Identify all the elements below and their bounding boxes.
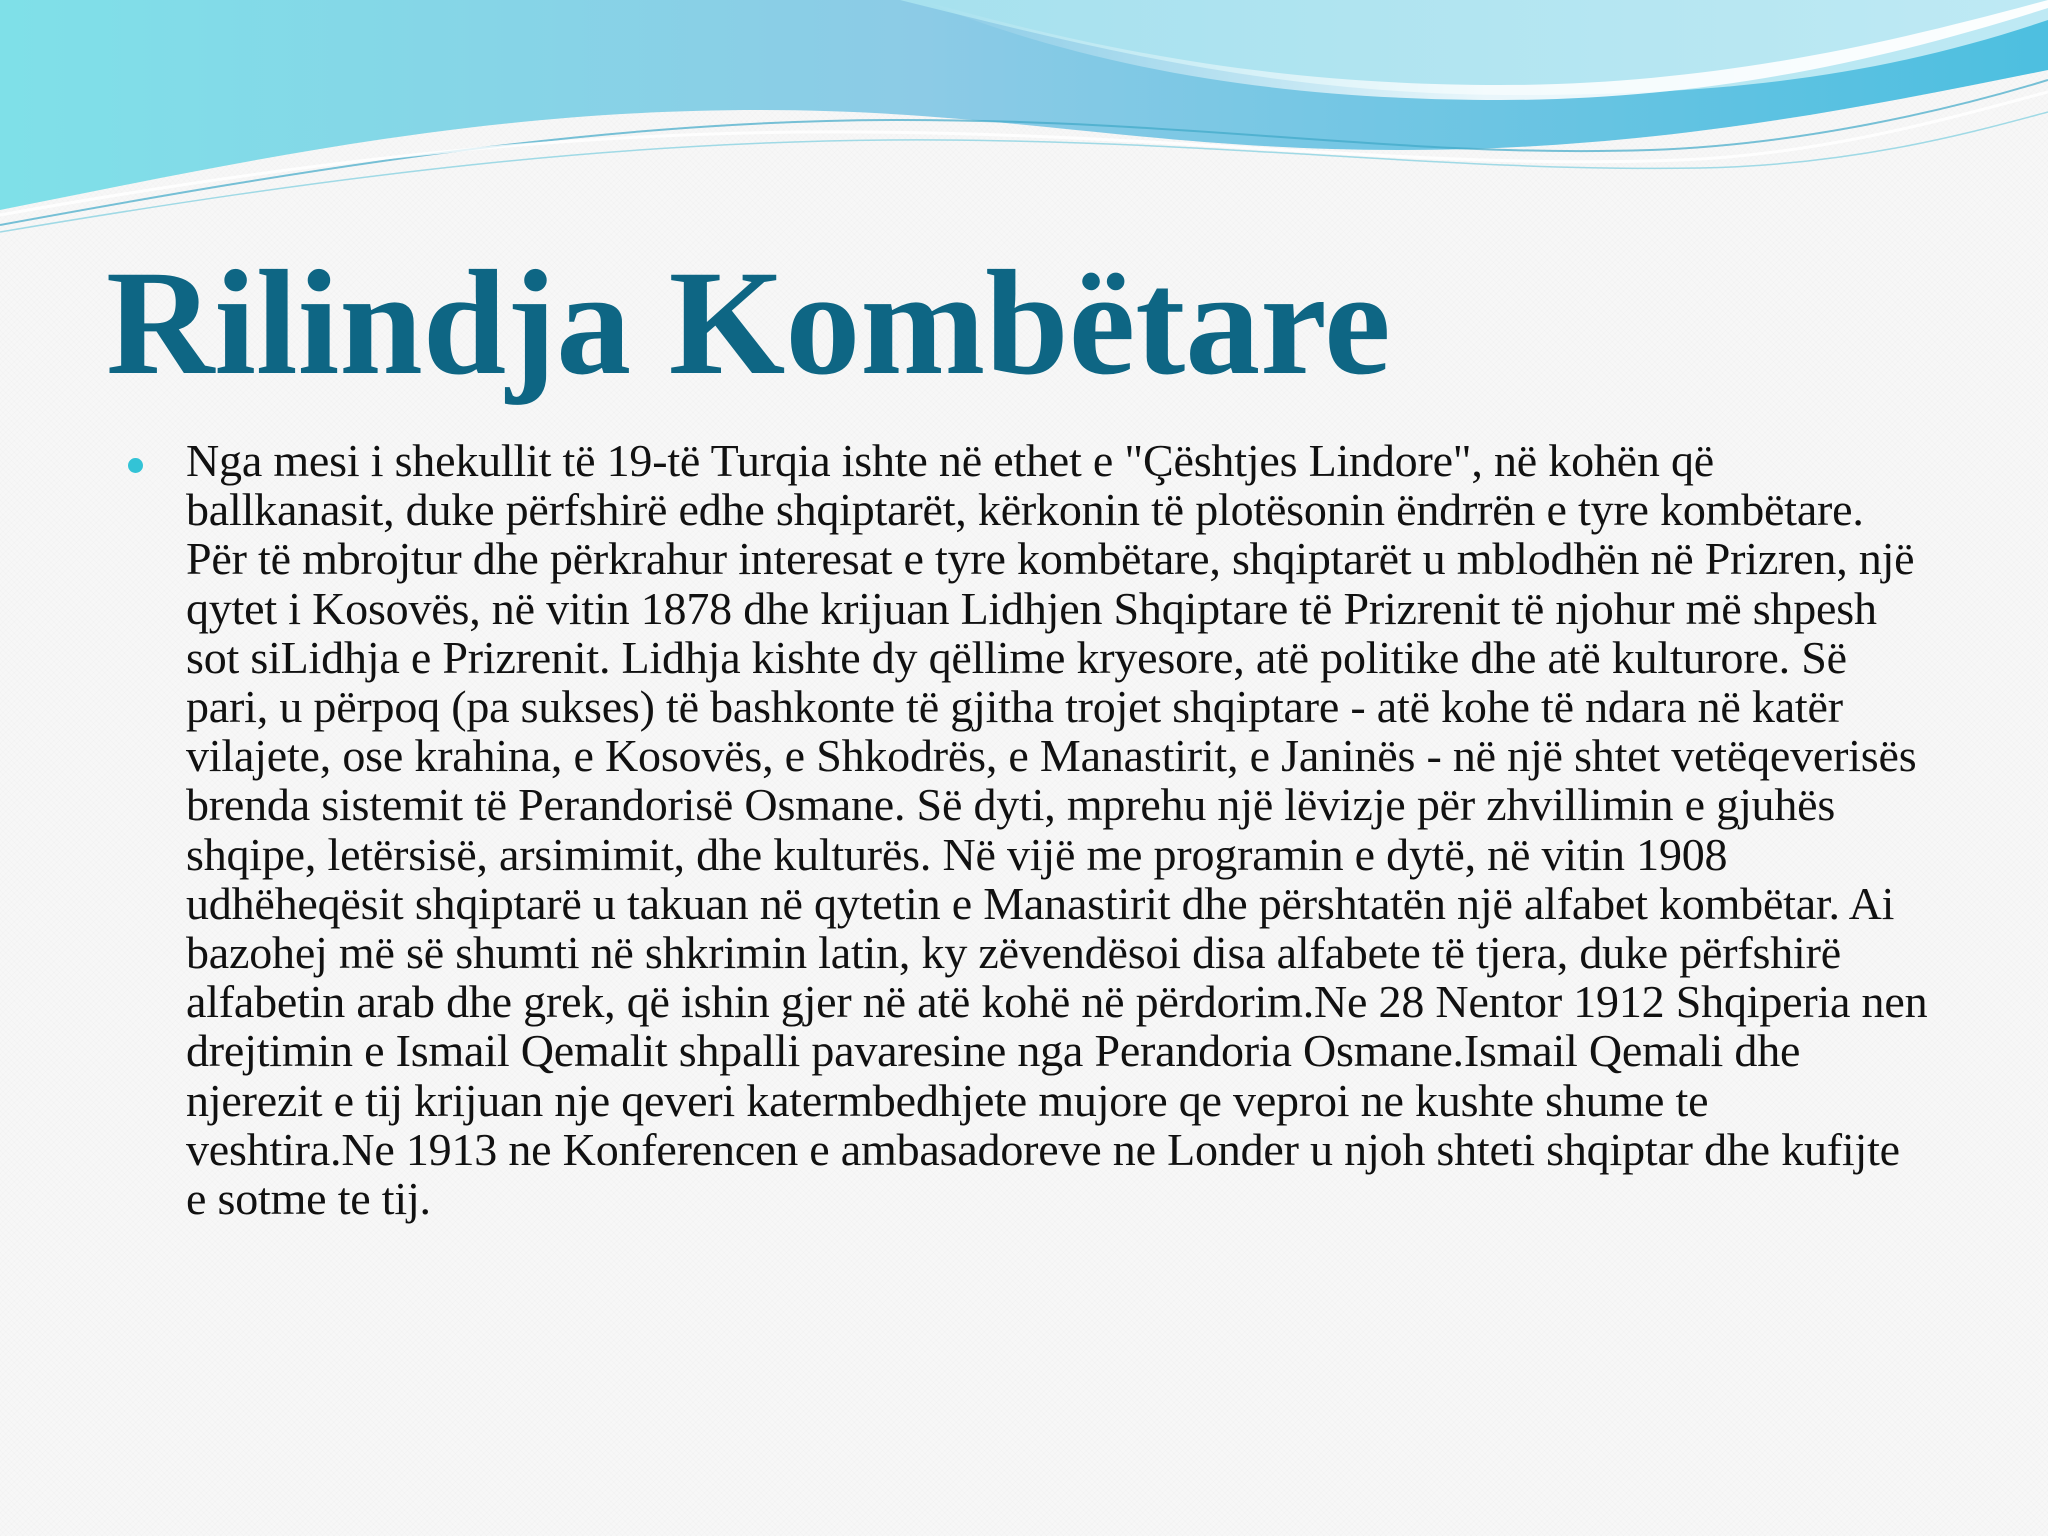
header-wave-decoration — [0, 0, 2048, 240]
slide-body — [128, 436, 1928, 1223]
slide-title: Rilindja Kombëtare — [106, 240, 1391, 406]
bullet-text: Nga mesi i shekullit të 19-të Turqia ishte në ethet e "Çështjes Lindore", në kohën që ballkanasit, duke përfshirë edhe shqiptarët, kërkonin të plotësonin ëndrrën e tyre kombëtare. Për të mbrojtur dhe përkrahur interesat e tyre kombëtare, shqiptarët u mblodhën në Prizren, një qytet i Kosovës, në vitin 1878 dhe krijuan Lidhjen Shqiptare të Prizrenit të njohur më shpesh sot siLidhja e Prizrenit. Lidhja kishte dy qëllime kryesore, atë politike dhe atë kulturore. Së pari, u përpoq (pa sukses) të bashkonte të gjitha trojet shqiptare - atë kohe të ndara në katër vilajete, ose krahina, e Kosovës, e Shkodrës, e Manastirit, e Janinës - në një shtet vetëqeverisës brenda sistemit të Perandorisë Osmane. Së dyti, mprehu një lëvizje për zhvillimin e gjuhës shqipe, letërsisë, arsimimit, dhe kulturës. Në vijë me programin e dytë, në vitin 1908 udhëheqësit shqiptarë u takuan në qytetin e Manastirit dhe përshtatën një alfabet kombëtar. Ai bazohej më së shumti në shkrimin latin, ky zëvendësoi disa alfabete të tjera, duke përfshirë alfabetin arab dhe grek, që ishin gjer në atë kohë në përdorim.Ne 28 Nentor 1912 Shqiperia nen drejtimin e Ismail Qemalit shpalli pavaresine nga Perandoria Osmane.Ismail Qemali dhe njerezit e tij krijuan nje qeveri katermbedhjete mujore qe veproi ne kushte shume te veshtira.Ne 1913 ne Konferencen e ambasadoreve ne Londer u njoh shteti shqiptar dhe kufijte e sotme te tij. — [186, 435, 1928, 1225]
bullet-dot-icon — [128, 458, 143, 473]
bullet-item — [128, 436, 1928, 1223]
